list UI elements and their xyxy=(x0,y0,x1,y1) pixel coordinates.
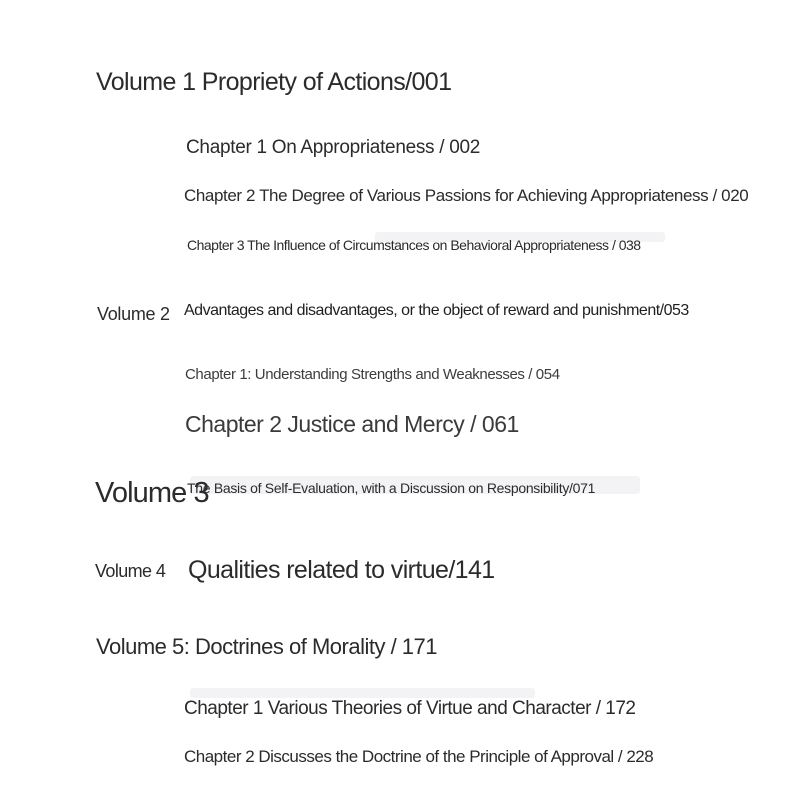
volume-4-subtitle: Qualities related to virtue/141 xyxy=(188,556,495,584)
faint-smudge xyxy=(190,688,535,698)
volume-2-chapter-1: Chapter 1: Understanding Strengths and Weaknesses / 054 xyxy=(185,366,560,383)
volume-4-label: Volume 4 xyxy=(95,561,166,581)
volume-1-chapter-2: Chapter 2 The Degree of Various Passions for Achieving Appropriateness / 020 xyxy=(184,186,749,205)
volume-1-title: Volume 1 Propriety of Actions/001 xyxy=(96,68,452,96)
volume-2-chapter-2: Chapter 2 Justice and Mercy / 061 xyxy=(185,411,519,437)
volume-1-chapter-3: Chapter 3 The Influence of Circumstances on Behavioral Appropriateness / 038 xyxy=(187,237,641,253)
volume-1-chapter-1: Chapter 1 On Appropriateness / 002 xyxy=(186,137,480,158)
volume-3-label: Volume 3 xyxy=(95,477,209,509)
volume-5-title: Volume 5: Doctrines of Morality / 171 xyxy=(96,634,437,659)
volume-2-label: Volume 2 xyxy=(97,304,170,324)
volume-3-subtitle: The Basis of Self-Evaluation, with a Discussion on Responsibility/071 xyxy=(187,480,596,496)
volume-2-subtitle: Advantages and disadvantages, or the object of reward and punishment/053 xyxy=(184,302,689,319)
volume-5-chapter-2: Chapter 2 Discusses the Doctrine of the Principle of Approval / 228 xyxy=(184,747,654,766)
volume-5-chapter-1: Chapter 1 Various Theories of Virtue and Character / 172 xyxy=(184,698,636,719)
